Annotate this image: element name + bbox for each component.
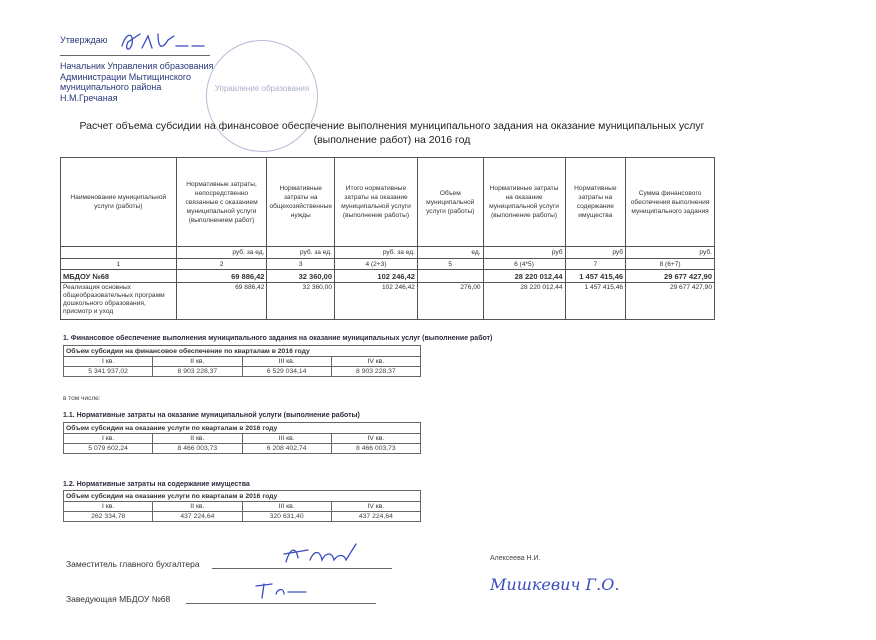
column-number-row xyxy=(61,259,715,270)
unit-cell: руб. xyxy=(626,247,715,259)
col-number-cell: 2 xyxy=(176,259,267,270)
service-value-cell: 102 246,42 xyxy=(335,283,418,320)
quarter-label: III кв. xyxy=(242,357,331,367)
quarter-label: IV кв. xyxy=(331,357,420,367)
units-row xyxy=(61,247,715,259)
approval-position xyxy=(60,61,213,103)
quarter-value: 437 224,64 xyxy=(331,512,420,522)
title-line-1: Расчет объема субсидии на финансовое обеспечение выполнения муниципального задания на оказание муниципальных услуг xyxy=(79,120,705,132)
subsidy-calculation-table xyxy=(60,157,715,320)
quarter-label: III кв. xyxy=(242,502,331,512)
quarter-value: 320 631,40 xyxy=(242,512,331,522)
unit-cell: руб. за ед. xyxy=(335,247,418,259)
head-signature xyxy=(250,578,310,602)
organization-row xyxy=(61,270,715,283)
org-value-cell: 1 457 415,46 xyxy=(565,270,626,283)
section1-title: 1. Финансовое обеспечение выполнения муниципального задания на оказание муниципальных услуг (выполнение работ) xyxy=(63,335,493,342)
quarter-label: I кв. xyxy=(64,502,153,512)
col-number-cell: 6 (4*5) xyxy=(483,259,565,270)
quarter-values-row xyxy=(64,444,421,454)
service-value-cell: 276,00 xyxy=(417,283,483,320)
org-name-cell: МБДОУ №68 xyxy=(61,270,177,283)
unit-cell xyxy=(61,247,177,259)
quarter-value: 6 208 402,74 xyxy=(242,444,331,454)
quarter-value: 6 529 034,14 xyxy=(242,367,331,377)
unit-cell: руб. за ед. xyxy=(267,247,335,259)
quarter-label: II кв. xyxy=(153,357,242,367)
quarter-label: III кв. xyxy=(242,434,331,444)
quarter-label: II кв. xyxy=(153,502,242,512)
col-number-cell: 1 xyxy=(61,259,177,270)
section11-title: 1.1. Нормативные затраты на оказание муниципальной услуги (выполнение работы) xyxy=(63,412,360,419)
deputy-accountant-label: Заместитель главного бухгалтера xyxy=(66,559,200,569)
approval-signature-line xyxy=(60,55,210,56)
org-value-cell: 29 677 427,90 xyxy=(626,270,715,283)
quarter-table-title: Объем субсидии на финансовое обеспечение по кварталам в 2016 году xyxy=(64,346,421,357)
deputy-signature xyxy=(280,540,360,570)
org-value-cell: 28 220 012,44 xyxy=(483,270,565,283)
service-value-cell: 28 220 012,44 xyxy=(483,283,565,320)
header-cell: Нормативные затраты на содержание имущества xyxy=(565,158,626,247)
unit-cell: руб xyxy=(565,247,626,259)
org-value-cell: 102 246,42 xyxy=(335,270,418,283)
quarter-value: 8 466 003,73 xyxy=(153,444,242,454)
header-cell: Наименование муниципальной услуги (работы) xyxy=(61,158,177,247)
quarter-label: IV кв. xyxy=(331,502,420,512)
section11-quarter-table xyxy=(63,422,421,454)
col-number-cell: 5 xyxy=(417,259,483,270)
title-line-2: (выполнение работ) на 2016 год xyxy=(313,134,471,146)
quarter-value: 8 903 228,37 xyxy=(153,367,242,377)
service-row xyxy=(61,283,715,320)
quarter-value: 8 903 228,37 xyxy=(331,367,420,377)
quarter-value: 5 341 937,02 xyxy=(64,367,153,377)
quarter-label: IV кв. xyxy=(331,434,420,444)
col-number-cell: 7 xyxy=(565,259,626,270)
col-number-cell: 3 xyxy=(267,259,335,270)
approval-label: Утверждаю xyxy=(60,35,108,45)
unit-cell: руб. за ед. xyxy=(176,247,267,259)
quarter-value: 5 079 602,24 xyxy=(64,444,153,454)
approval-line-2: Администрации Мытищинского xyxy=(60,71,191,82)
col-number-cell: 4 (2+3) xyxy=(335,259,418,270)
deputy-name: Алексеева Н.И. xyxy=(490,555,541,562)
service-value-cell: 32 360,00 xyxy=(267,283,335,320)
quarter-header-row xyxy=(64,502,421,512)
section12-title: 1.2. Нормативные затраты на содержание имущества xyxy=(63,481,250,488)
approval-line-4: Н.М.Гречаная xyxy=(60,92,118,103)
header-cell: Нормативные затраты на оказание муниципальной услуги (выполнение работы) xyxy=(483,158,565,247)
quarter-values-row xyxy=(64,512,421,522)
quarter-value: 8 466 003,73 xyxy=(331,444,420,454)
page-title xyxy=(60,119,724,147)
service-value-cell: 69 886,42 xyxy=(176,283,267,320)
quarter-values-row xyxy=(64,367,421,377)
quarter-value: 437 224,64 xyxy=(153,512,242,522)
service-name-cell: Реализация основных общеобразовательных программ дошкольного образования, присмотр и уход xyxy=(61,283,177,320)
head-label: Заведующая МБДОУ №68 xyxy=(66,594,171,604)
approval-line-1: Начальник Управления образования xyxy=(60,61,214,71)
service-value-cell: 1 457 415,46 xyxy=(565,283,626,320)
quarter-header-row xyxy=(64,357,421,367)
quarter-label: I кв. xyxy=(64,357,153,367)
approval-line-3: муниципального района xyxy=(60,82,162,92)
header-cell: Итого нормативные затраты на оказание муниципальной услуги (выполнение работы) xyxy=(335,158,418,247)
head-signature-name: Мишкевич Г.О. xyxy=(490,575,620,594)
quarter-label: I кв. xyxy=(64,434,153,444)
unit-cell: ед. xyxy=(417,247,483,259)
including-label: в том числе: xyxy=(63,395,101,402)
quarter-label: II кв. xyxy=(153,434,242,444)
head-signature-line xyxy=(186,603,376,604)
quarter-header-row xyxy=(64,434,421,444)
org-value-cell: 32 360,00 xyxy=(267,270,335,283)
org-value-cell xyxy=(417,270,483,283)
quarter-table-title: Объем субсидии на оказание услуги по кварталам в 2016 году xyxy=(64,491,421,502)
quarter-value: 262 334,78 xyxy=(64,512,153,522)
service-value-cell: 29 677 427,90 xyxy=(626,283,715,320)
section12-quarter-table xyxy=(63,490,421,522)
table-header-row xyxy=(61,158,715,247)
section1-quarter-table xyxy=(63,345,421,377)
col-number-cell: 8 (6+7) xyxy=(626,259,715,270)
header-cell: Нормативные затраты, непосредственно связанные с оказанием муниципальной услуги (выполнением работ) xyxy=(176,158,267,247)
header-cell: Объем муниципальной услуги (работы) xyxy=(417,158,483,247)
header-cell: Нормативные затраты на общехозяйственные нужды xyxy=(267,158,335,247)
official-stamp: Управление образования xyxy=(206,40,318,152)
quarter-table-title: Объем субсидии на оказание услуги по кварталам в 2016 году xyxy=(64,423,421,434)
unit-cell: руб xyxy=(483,247,565,259)
org-value-cell: 69 886,42 xyxy=(176,270,267,283)
approval-signature xyxy=(118,28,208,58)
header-cell: Сумма финансового обеспечения выполнения муниципального задания xyxy=(626,158,715,247)
